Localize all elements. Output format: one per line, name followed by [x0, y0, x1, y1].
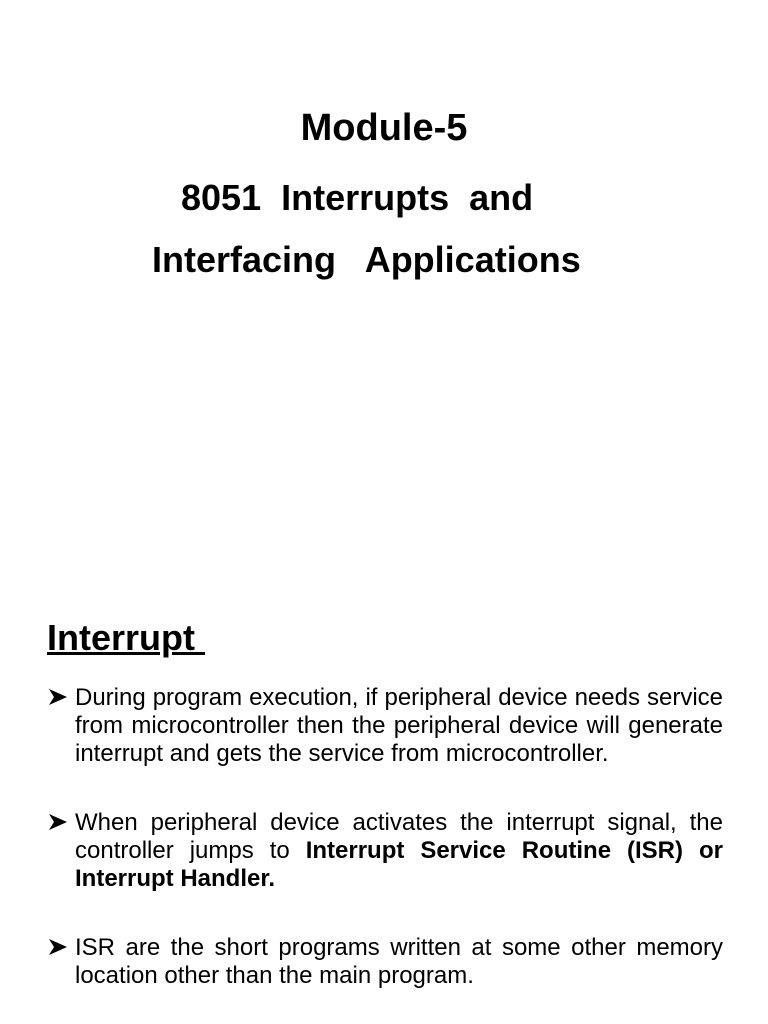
bullet-list — [47, 684, 723, 1024]
subtitle-line-2: Interfacing Applications — [152, 239, 581, 280]
arrowhead-bullet-icon — [47, 936, 69, 958]
bullet-item — [47, 684, 723, 768]
bullet-text-plain: When peripheral device activates the interrupt signal, the controller jumps to — [75, 809, 723, 864]
arrowhead-bullet-icon — [47, 811, 69, 833]
bullet-text-bold: Interrupt Service Routine (ISR) or Interrupt Handler. — [75, 837, 723, 892]
bullet-text: ISR are the short programs written at some other memory location other than the main program. — [75, 934, 723, 989]
bullet-item — [47, 934, 723, 990]
subtitle-line-1: 8051 Interrupts and — [181, 177, 534, 218]
section-heading: Interrupt — [47, 617, 205, 658]
module-title: Module-5 — [300, 107, 468, 149]
content-slide — [0, 600, 768, 1024]
bullet-text: During program execution, if peripheral device needs service from microcontroller then the peripheral device will generate interrupt and gets the service from microcontroller. — [75, 684, 723, 767]
bullet-item — [47, 809, 723, 893]
arrowhead-bullet-icon — [47, 686, 69, 708]
bullet-text — [75, 809, 723, 893]
